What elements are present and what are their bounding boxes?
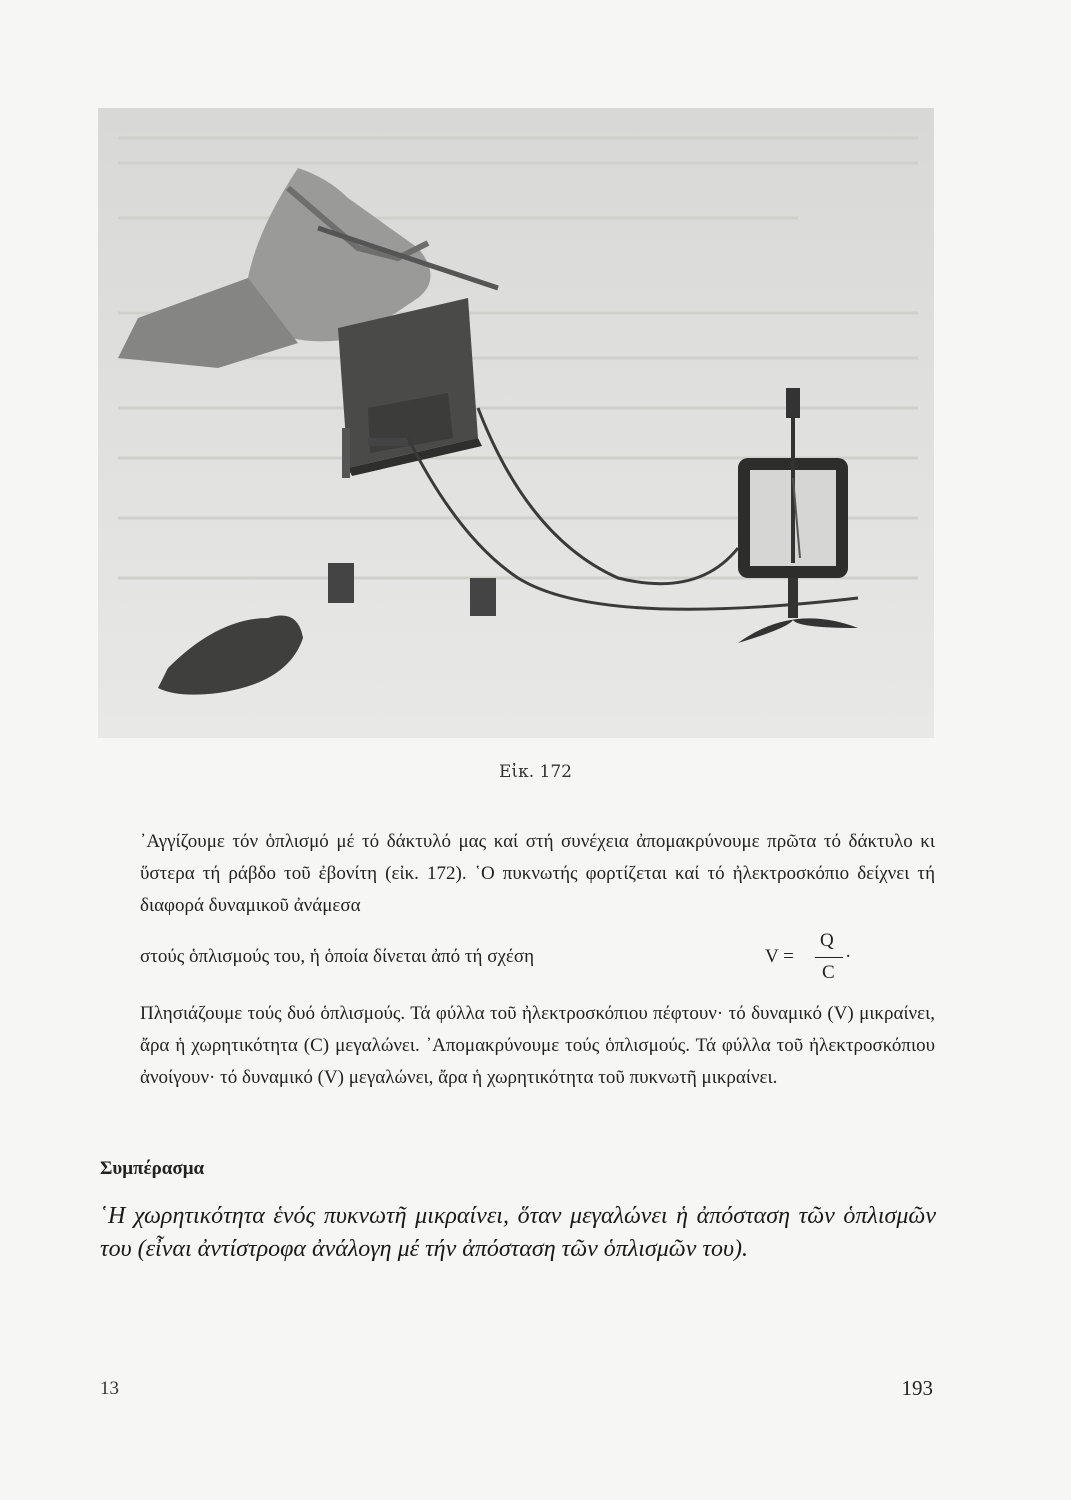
figure-caption: Εἰκ. 172 (499, 762, 572, 782)
capacitance-formula (765, 930, 885, 990)
formula-line (140, 930, 935, 990)
conclusion-heading: Συμπέρασμα (100, 1158, 205, 1179)
signature-mark: 13 (100, 1378, 119, 1399)
page-number: 193 (901, 1376, 933, 1400)
conclusion-text: ῾Η χωρητικότητα ἑνός πυκνωτῆ μικραίνει, ὅταν μεγαλώνει ἡ ἀπόσταση τῶν ὁπλισμῶν του (εἶναι ἀντίστροφα ἀνάλογη μέ τήν ἀπόσταση τῶν ὁπλισμῶν του). (100, 1203, 936, 1262)
paragraph-intro: ᾿Αγγίζουμε τόν ὁπλισμό μέ τό δάκτυλό μας καί στή συνέχεια ἀπομακρύνουμε πρῶτα τό δάκτυλο κι ὕστερα τή ράβδο τοῦ ἐβονίτη (εἰκ. 172). ῾Ο πυκνωτής φορτίζεται καί τό ἠλεκτροσκόπιο δείχνει τή διαφορά δυναμικοῦ ἀνάμεσα (140, 831, 935, 916)
fraction-bar (815, 957, 843, 958)
paragraph-observation: Πλησιάζουμε τούς δυό ὁπλισμούς. Τά φύλλα τοῦ ἠλεκτροσκόπιου πέφτουν· τό δυναμικό (V) μικραίνει, ἄρα ἡ χωρητικότητα (C) μεγαλώνει. ᾿Απομακρύνουμε τούς ὁπλισμούς. Τά φύλλα τοῦ ἠλεκτροσκόπιου ἀνοίγουν· τό δυναμικό (V) μεγαλώνει, ἄρα ἡ χωρητικότητα τοῦ πυκνωτῆ μικραίνει. (140, 1003, 935, 1088)
formula-end: · (845, 946, 852, 967)
figure-photo (98, 108, 934, 738)
formula-lead-text: στούς ὁπλισμούς του, ἡ ὁποία δίνεται ἀπό τή σχέση (140, 946, 535, 967)
electroscope-apparatus-photo-icon (98, 108, 934, 738)
formula-denominator: C (822, 962, 835, 983)
formula-lhs: V = (765, 946, 794, 967)
formula-numerator: Q (820, 930, 834, 951)
